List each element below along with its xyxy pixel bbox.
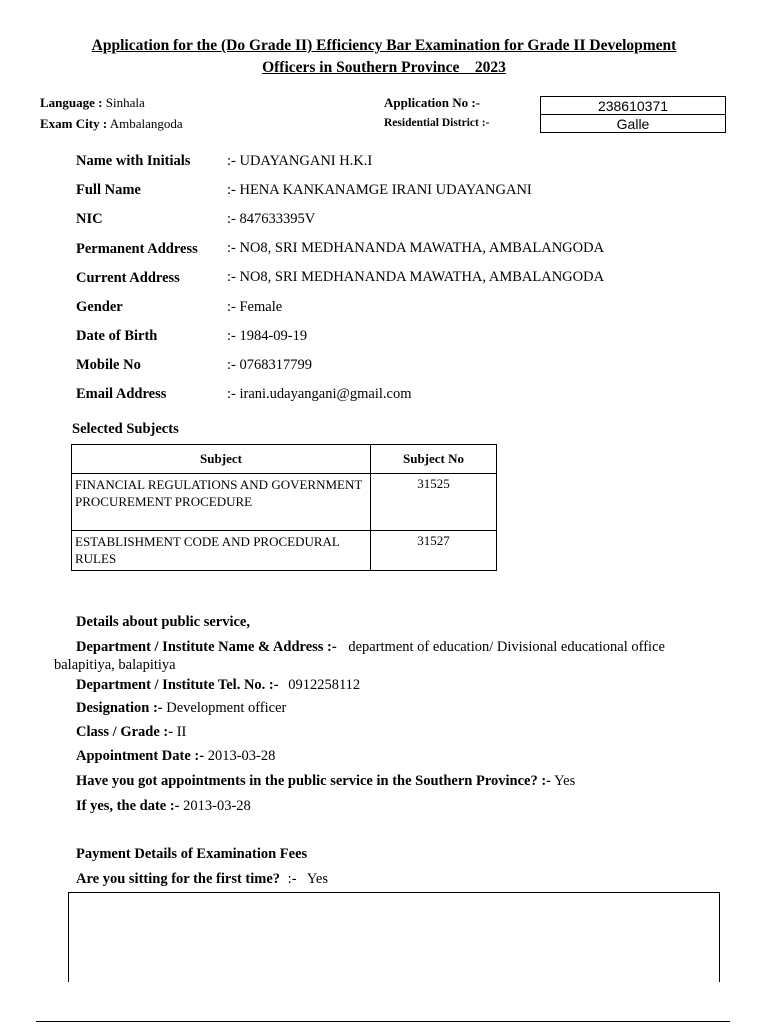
permanent-address-label: Permanent Address bbox=[76, 241, 198, 257]
residential-district-label: Residential District :- bbox=[384, 117, 490, 129]
gender-label: Gender bbox=[76, 299, 123, 315]
selected-subjects-heading: Selected Subjects bbox=[72, 421, 179, 437]
exam-city-row bbox=[40, 116, 183, 132]
title-line-1: Application for the (Do Grade II) Efficiency Bar Examination for Grade II Development bbox=[91, 37, 677, 54]
application-no-label: Application No :- bbox=[384, 95, 481, 110]
residential-district-value: Galle bbox=[540, 114, 726, 133]
class-label: Class / Grade :- bbox=[76, 724, 174, 740]
first-time-label: Are you sitting for the first time? bbox=[76, 871, 281, 887]
ifyes-label: If yes, the date :- bbox=[76, 798, 180, 814]
language-row bbox=[40, 95, 145, 111]
first-time-row bbox=[76, 871, 328, 888]
full-name-label: Full Name bbox=[76, 182, 141, 198]
dept-row bbox=[76, 639, 665, 656]
subjects-table bbox=[71, 444, 497, 571]
table-row bbox=[72, 531, 497, 571]
dob-value: :- 1984-09-19 bbox=[227, 328, 308, 344]
ifyes-value: 2013-03-28 bbox=[183, 798, 251, 814]
tel-label: Department / Institute Tel. No. :- bbox=[76, 677, 279, 693]
southern-label: Have you got appointments in the public service in the Southern Province? :- bbox=[76, 773, 552, 789]
designation-label: Designation :- bbox=[76, 700, 163, 716]
page-title bbox=[30, 35, 738, 79]
subject-no-cell: 31525 bbox=[371, 474, 497, 531]
dept-label: Department / Institute Name & Address :- bbox=[76, 639, 337, 655]
class-row bbox=[76, 724, 186, 741]
subject-no-column-header: Subject No bbox=[371, 445, 497, 474]
table-row bbox=[72, 474, 497, 531]
appointment-row bbox=[76, 748, 275, 765]
appointment-value: 2013-03-28 bbox=[207, 748, 276, 764]
exam-city-label: Exam City : bbox=[40, 116, 108, 131]
tel-value: 0912258112 bbox=[288, 677, 361, 693]
class-value: II bbox=[176, 724, 187, 740]
subject-column-header: Subject bbox=[72, 445, 371, 474]
email-value: :- irani.udayangani@gmail.com bbox=[227, 386, 412, 402]
first-time-value: :- Yes bbox=[287, 871, 328, 887]
mobile-value: :- 0768317799 bbox=[227, 357, 312, 373]
email-label: Email Address bbox=[76, 386, 167, 402]
subject-no-cell: 31527 bbox=[371, 531, 497, 571]
payment-heading: Payment Details of Examination Fees bbox=[76, 846, 308, 862]
application-no-value: 238610371 bbox=[540, 96, 726, 115]
gender-value: :- Female bbox=[227, 299, 283, 315]
full-name-value: :- HENA KANKANAMGE IRANI UDAYANGANI bbox=[227, 182, 532, 198]
designation-row bbox=[76, 700, 286, 717]
appointment-label: Appointment Date :- bbox=[76, 748, 205, 764]
permanent-address-value: :- NO8, SRI MEDHANANDA MAWATHA, AMBALANGODA bbox=[227, 240, 605, 256]
language-label: Language : bbox=[40, 95, 103, 110]
subject-cell: FINANCIAL REGULATIONS AND GOVERNMENT PROCUREMENT PROCEDURE bbox=[72, 474, 371, 531]
language-value: Sinhala bbox=[105, 95, 145, 110]
name-initials-label: Name with Initials bbox=[76, 153, 191, 169]
current-address-value: :- NO8, SRI MEDHANANDA MAWATHA, AMBALANGODA bbox=[227, 269, 605, 285]
tel-row bbox=[76, 677, 360, 694]
southern-row bbox=[76, 773, 575, 790]
table-header-row bbox=[72, 445, 497, 474]
nic-value: :- 847633395V bbox=[227, 211, 316, 227]
payment-details-box bbox=[68, 892, 720, 982]
exam-city-value: Ambalangoda bbox=[109, 116, 183, 131]
dept-value: department of education/ Divisional educational office bbox=[348, 639, 665, 655]
ifyes-row bbox=[76, 798, 251, 815]
southern-value: Yes bbox=[554, 773, 576, 789]
dob-label: Date of Birth bbox=[76, 328, 158, 344]
dept-value-continued: balapitiya, balapitiya bbox=[54, 657, 176, 673]
public-service-heading: Details about public service, bbox=[76, 614, 250, 630]
subject-cell: ESTABLISHMENT CODE AND PROCEDURAL RULES bbox=[72, 531, 371, 571]
mobile-label: Mobile No bbox=[76, 357, 141, 373]
nic-label: NIC bbox=[76, 211, 103, 227]
designation-value: Development officer bbox=[166, 700, 287, 716]
page-bottom-divider bbox=[36, 1021, 730, 1022]
name-initials-value: :- UDAYANGANI H.K.I bbox=[227, 153, 373, 169]
title-line-2: Officers in Southern Province 2023 bbox=[262, 59, 506, 76]
current-address-label: Current Address bbox=[76, 270, 180, 286]
